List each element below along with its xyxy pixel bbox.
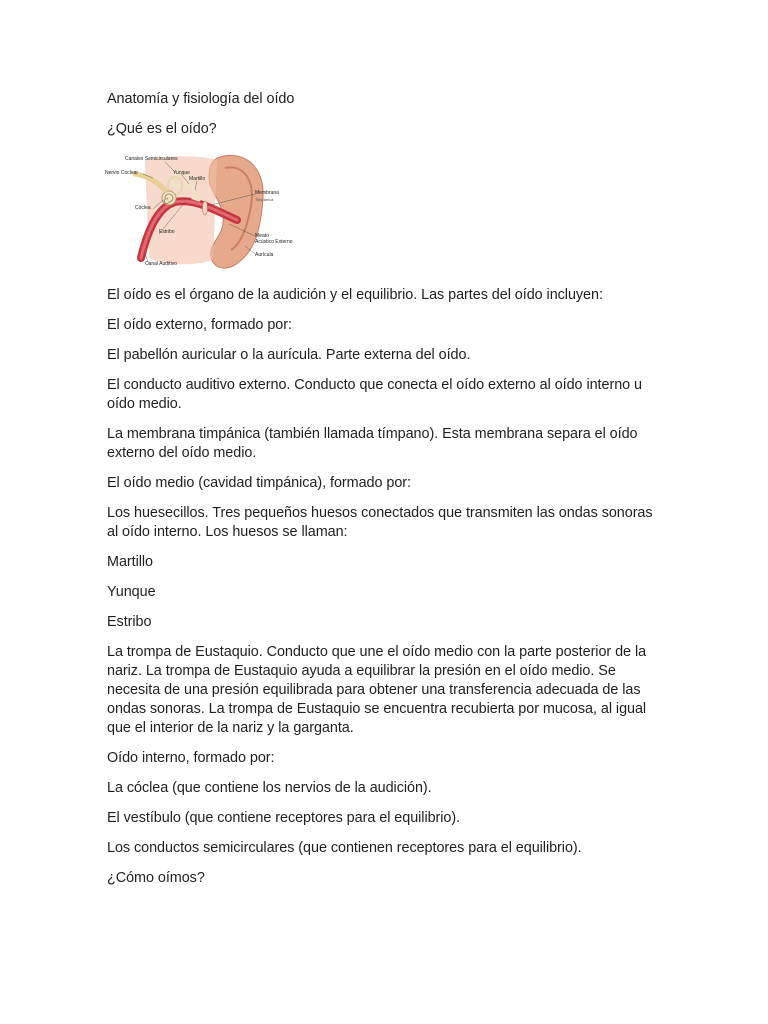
paragraph-cochlea: La cóclea (que contiene los nervios de la audición). [107, 780, 432, 796]
tympanic-membrane [203, 201, 208, 215]
paragraph-auricle: El pabellón auricular o la aurícula. Parte externa del oído. [107, 347, 471, 363]
label-auditory-canal: Canal Auditivo [145, 261, 177, 267]
section-heading-how-we-hear: ¿Cómo oímos? [107, 870, 205, 886]
list-item-malleus: Martillo [107, 554, 153, 570]
label-incus: Yunque [173, 170, 190, 176]
document-title: Anatomía y fisiología del oído [107, 91, 295, 107]
paragraph-semicircular-ducts: Los conductos semicirculares (que contienen receptores para el equilibrio). [107, 840, 582, 856]
paragraph-ossicles: Los huesecillos. Tres pequeños huesos conectados que transmiten las ondas sonoras al oído interno. Los huesos se llaman: [107, 505, 653, 540]
paragraph-outer-ear-heading: El oído externo, formado por: [107, 317, 292, 333]
list-item-stapes: Estribo [107, 614, 152, 630]
document-page [107, 90, 667, 899]
label-semicircular-canals: Canales Semicirculares [125, 156, 178, 162]
section-heading-what-is-ear: ¿Qué es el oído? [107, 121, 217, 137]
paragraph-vestibule: El vestíbulo (que contiene receptores para el equilibrio). [107, 810, 461, 826]
label-stapes: Estribo [159, 229, 175, 235]
label-cochlea: Cóclea [135, 205, 151, 211]
label-cochlear-nerve: Nervio Coclear [105, 170, 139, 176]
label-auricle: Aurícula [255, 252, 274, 258]
paragraph-eustachian-tube: La trompa de Eustaquio. Conducto que une el oído medio con la parte posterior de la nariz. La trompa de Eustaquio ayuda a equilibrar la presión en el oído medio. Se necesita de una presión equilibrada para obtener una transferencia adecuada de las ondas sonoras. La trompa de Eustaquio se encuentra recubierta por mucosa, al igual que el interior de la nariz y la garganta. [107, 644, 647, 736]
label-malleus: Martillo [189, 176, 206, 182]
label-tympanic-membrane: Membrana Timpánica [255, 190, 279, 202]
label-external-meatus: Meato Acústico Externo [255, 233, 293, 245]
paragraph-external-canal: El conducto auditivo externo. Conducto que conecta el oído externo al oído interno u oído medio. [107, 377, 643, 412]
paragraph-inner-ear-heading: Oído interno, formado por: [107, 750, 275, 766]
list-item-incus: Yunque [107, 584, 156, 600]
paragraph-middle-ear-heading: El oído medio (cavidad timpánica), formado por: [107, 475, 411, 491]
paragraph-tympanic-membrane: La membrana timpánica (también llamada tímpano). Esta membrana separa el oído externo del oído medio. [107, 426, 638, 461]
paragraph-intro: El oído es el órgano de la audición y el equilibrio. Las partes del oído incluyen: [107, 287, 603, 303]
ear-anatomy-illustration [105, 150, 305, 270]
